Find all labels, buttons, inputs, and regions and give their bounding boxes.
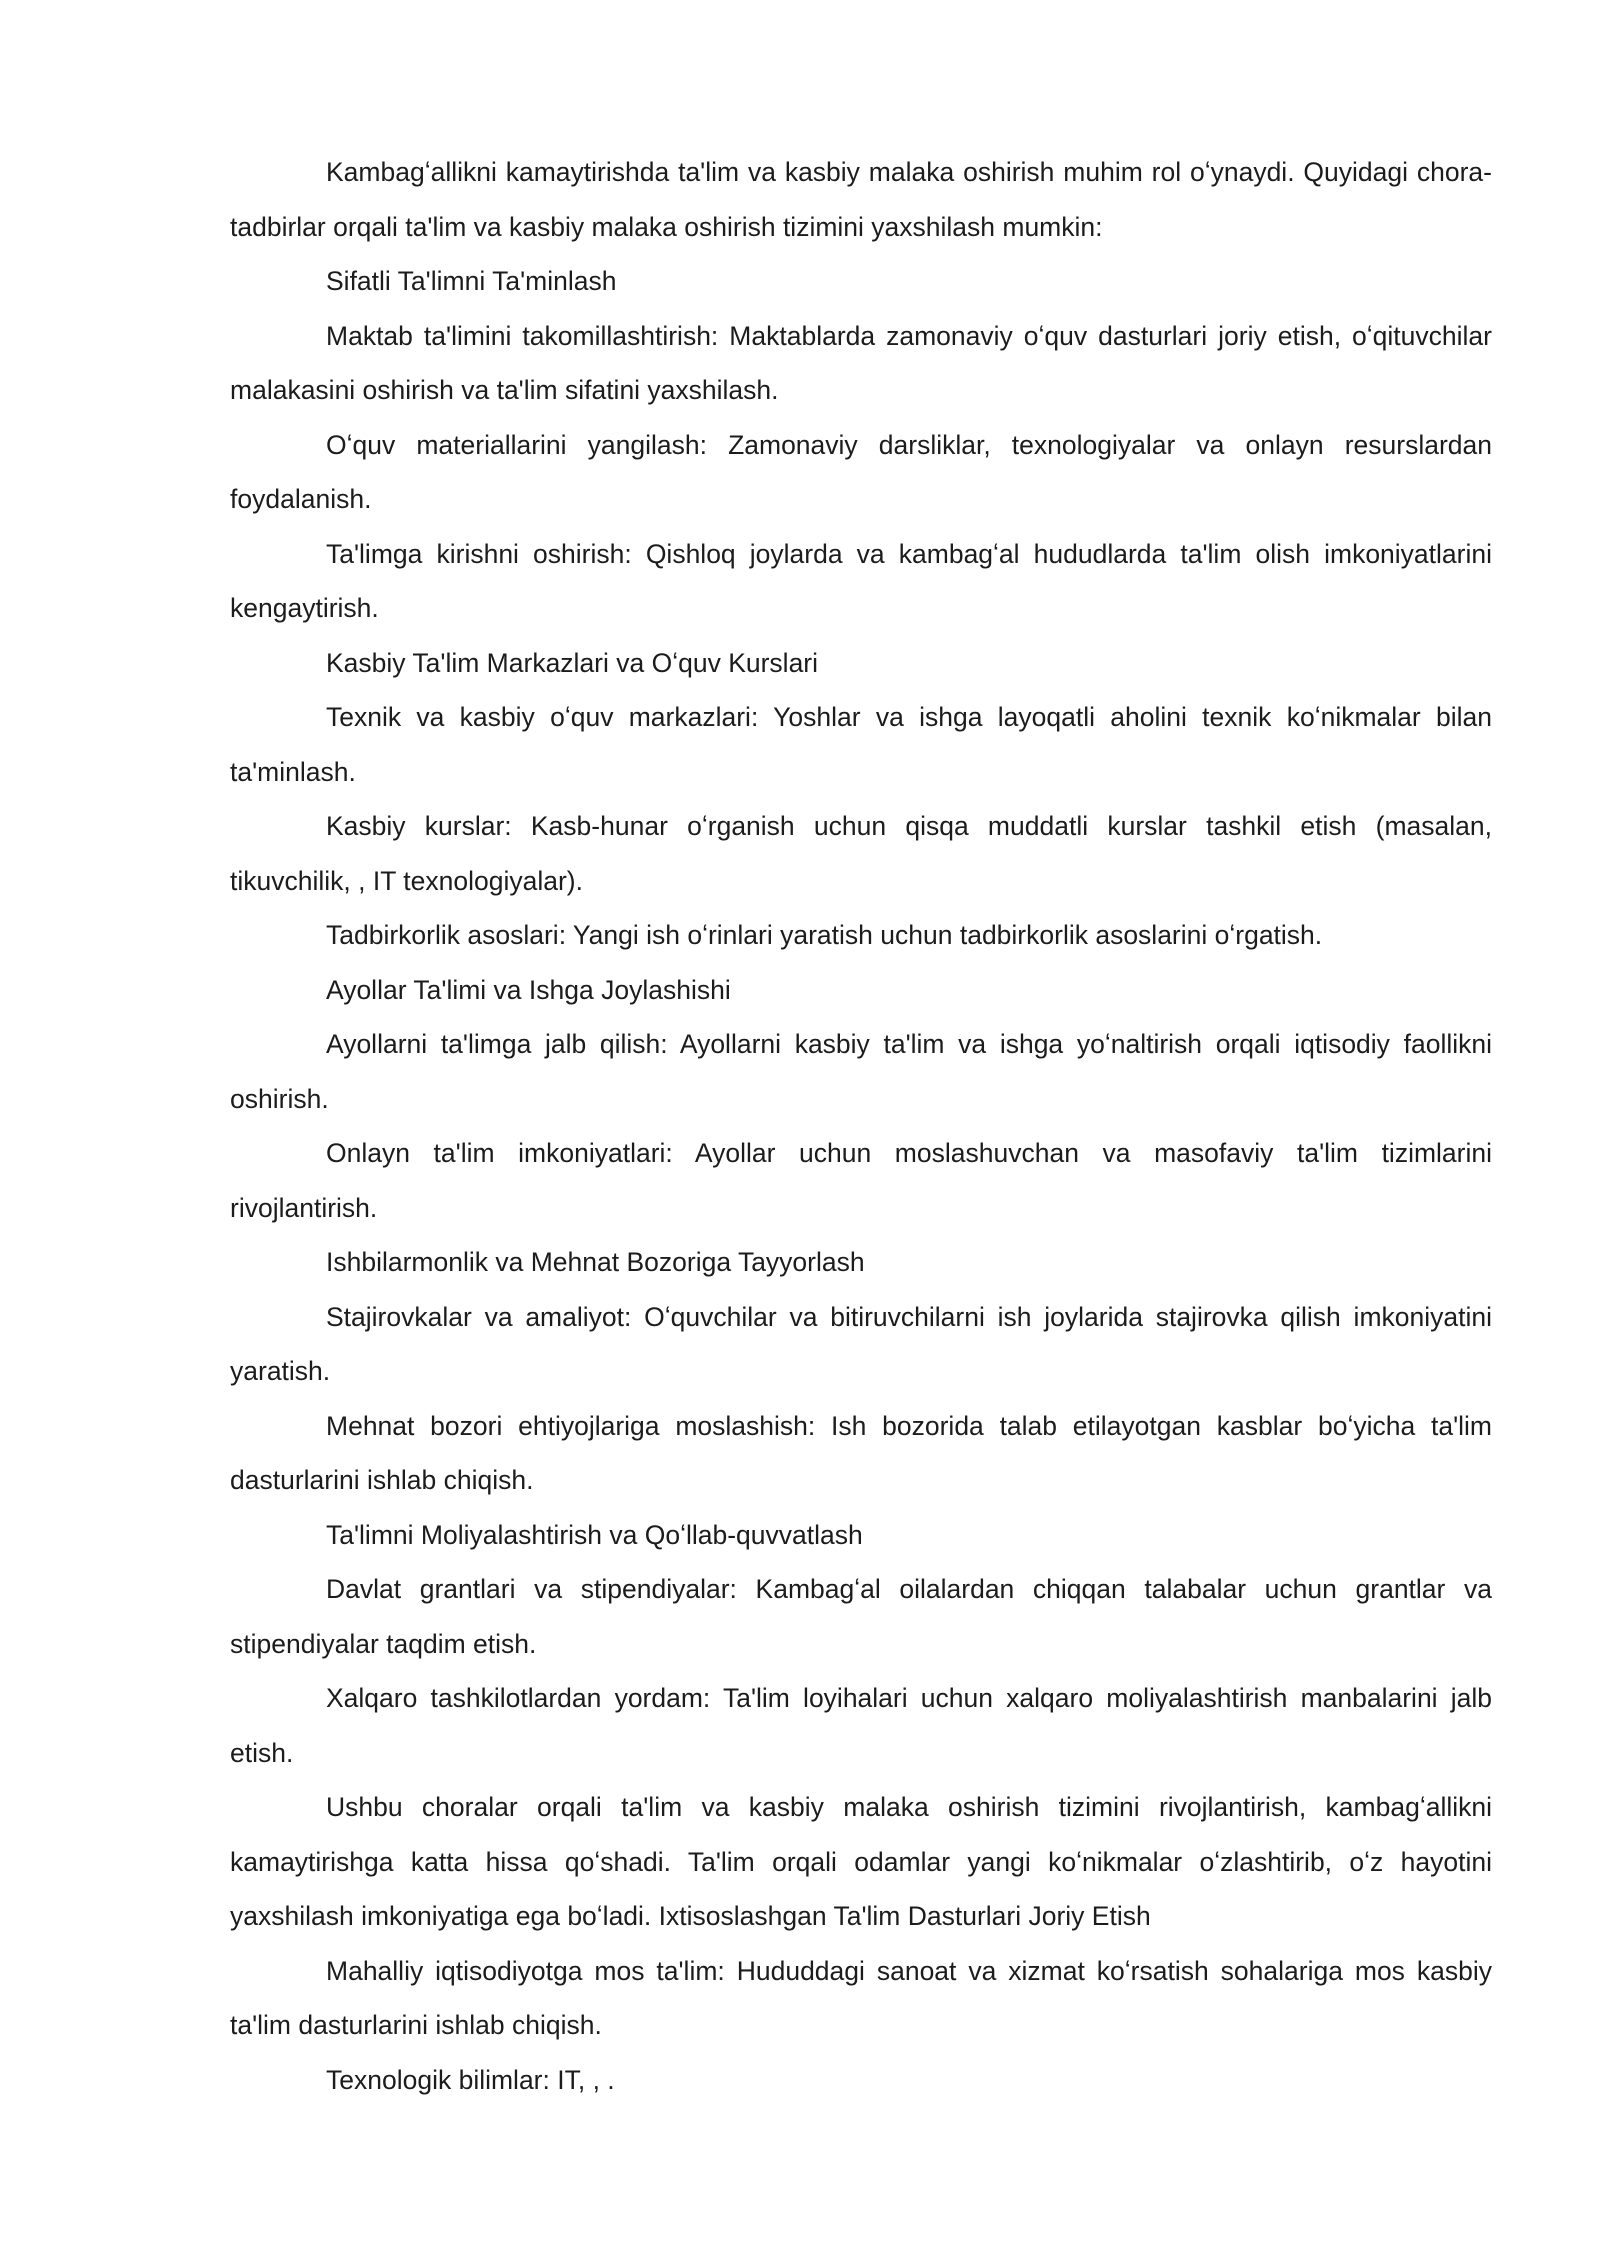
section-heading-labor-market: Ishbilarmonlik va Mehnat Bozoriga Tayyorlash <box>326 1247 865 1277</box>
paragraph-local-economy: Mahalliy iqtisodiyotga mos ta'lim: Hududdagi sanoat va xizmat koʻrsatish sohalariga mos kasbiy ta'lim dasturlarini ishlab chiqish. <box>230 1955 1492 2040</box>
paragraph-labor-market-needs: Mehnat bozori ehtiyojlariga moslashish: Ish bozorida talab etilayotgan kasblar boʻyicha ta'lim dasturlarini ishlab chiqish. <box>230 1410 1492 1495</box>
paragraph-vocational-courses: Kasbiy kurslar: Kasb-hunar oʻrganish uchun qisqa muddatli kurslar tashkil etish (masalan, tikuvchilik, , IT texnologiyalar). <box>230 811 1492 896</box>
paragraph-women-involvement: Ayollarni ta'limga jalb qilish: Ayollarni kasbiy ta'lim va ishga yoʻnaltirish orqali iqtisodiy faollikni oshirish. <box>230 1029 1492 1114</box>
paragraph-education-access: Ta'limga kirishni oshirish: Qishloq joylarda va kambagʻal hududlarda ta'lim olish imkoniyatlarini kengaytirish. <box>230 538 1492 623</box>
paragraph-internships: Stajirovkalar va amaliyot: Oʻquvchilar va bitiruvchilarni ish joylarida stajirovka qilish imkoniyatini yaratish. <box>230 1301 1492 1386</box>
paragraph-study-materials: Oʻquv materiallarini yangilash: Zamonaviy darsliklar, texnologiyalar va onlayn resurslardan foydalanish. <box>230 429 1492 514</box>
section-heading-quality-education: Sifatli Ta'limni Ta'minlash <box>326 266 617 296</box>
document-body <box>230 145 1492 2107</box>
paragraph-technical-centers: Texnik va kasbiy oʻquv markazlari: Yoshlar va ishga layoqatli aholini texnik koʻnikmalar bilan ta'minlash. <box>230 702 1492 787</box>
paragraph-tech-knowledge: Texnologik bilimlar: IT, , . <box>326 2064 615 2095</box>
paragraph-intro: Kambagʻallikni kamaytirishda ta'lim va kasbiy malaka oshirish muhim rol oʻynaydi. Quyidagi chora-tadbirlar orqali ta'lim va kasbiy malaka oshirish tizimini yaxshilash mumkin: <box>230 157 1492 242</box>
paragraph-school-education: Maktab ta'limini takomillashtirish: Maktablarda zamonaviy oʻquv dasturlari joriy etish, oʻqituvchilar malakasini oshirish va ta'lim sifatini yaxshilash. <box>230 320 1492 405</box>
paragraph-conclusion: Ushbu choralar orqali ta'lim va kasbiy malaka oshirish tizimini rivojlantirish, kambagʻallikni kamaytirishga katta hissa qoʻshadi. Ta'lim orqali odamlar yangi koʻnikmalar oʻzlashtirib, oʻz hayotini yaxshilash imkoniyatiga ega boʻladi. Ixtisoslashgan Ta'lim Dasturlari Joriy Etish <box>230 1792 1492 1931</box>
paragraph-online-education: Onlayn ta'lim imkoniyatlari: Ayollar uchun moslashuvchan va masofaviy ta'lim tizimlarini rivojlantirish. <box>230 1138 1492 1223</box>
section-heading-vocational-centers: Kasbiy Ta'lim Markazlari va Oʻquv Kurslari <box>326 647 819 678</box>
paragraph-state-grants: Davlat grantlari va stipendiyalar: Kambagʻal oilalardan chiqqan talabalar uchun grantlar va stipendiyalar taqdim etish. <box>230 1574 1492 1659</box>
paragraph-international-support: Xalqaro tashkilotlardan yordam: Ta'lim loyihalari uchun xalqaro moliyalashtirish manbalarini jalb etish. <box>230 1683 1492 1768</box>
paragraph-entrepreneurship: Tadbirkorlik asoslari: Yangi ish oʻrinlari yaratish uchun tadbirkorlik asoslarini oʻrgatish. <box>326 920 1323 950</box>
section-heading-financing: Ta'limni Moliyalashtirish va Qoʻllab-quvvatlash <box>326 1519 863 1550</box>
section-heading-women-education: Ayollar Ta'limi va Ishga Joylashishi <box>326 974 731 1005</box>
